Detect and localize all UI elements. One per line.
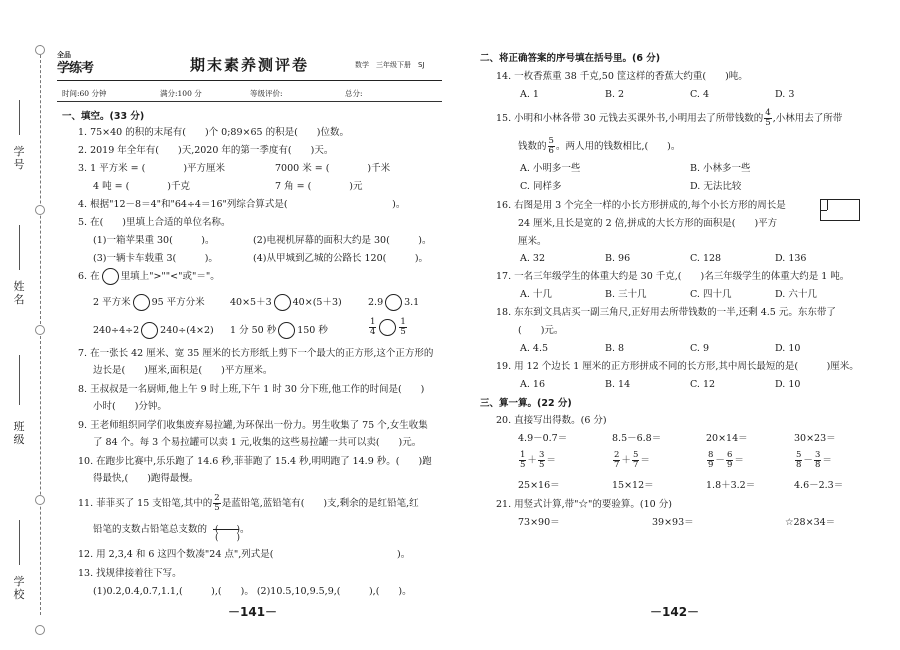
operator: －: [715, 455, 725, 466]
question-text-line: 20×14＝: [706, 433, 748, 444]
question-text-line: D. 10: [775, 379, 801, 390]
compare-circle[interactable]: [274, 294, 291, 311]
binding-hole: [35, 205, 45, 215]
question-text-line: 7 角 = ( )元: [275, 181, 363, 192]
compare-circle[interactable]: [141, 322, 158, 339]
q11-line: [78, 493, 419, 515]
student-class-label: 班 级: [13, 420, 25, 446]
question-text-line: D. 六十几: [775, 289, 817, 300]
question-text-line: 13. 找规律接着往下写。: [78, 568, 182, 579]
student-school-label: 学 校: [13, 575, 25, 601]
question-text-line: 16. 右图是用 3 个完全一样的小长方形拼成的,每个小长方形的周长是: [496, 200, 786, 211]
q6-label-suffix: 里填上">""<"或"＝"。: [120, 271, 220, 282]
logo-top-text: 全品: [57, 51, 71, 59]
fraction-numerator: 1: [370, 317, 376, 327]
q20-fraction-item: [612, 450, 650, 472]
q15-line2: [518, 136, 680, 158]
q6-h: 240÷(4×2): [160, 325, 214, 336]
question-text-line: 9. 王老师组织同学们收集废弃易拉罐,为环保出一份力。男生收集了 75 个,女生收集: [78, 420, 428, 431]
fraction: [814, 451, 821, 470]
question-text-line: 30×23＝: [794, 433, 836, 444]
question-text-line: 2. 2019 年全年有( )天,2020 年的第一季度有( )天。: [78, 145, 334, 156]
q6-f: 3.1: [404, 297, 420, 308]
question-text-line: (3)一辆卡车载重 3( )。: [93, 253, 218, 264]
header-rule: [57, 80, 442, 81]
compare-circle[interactable]: [102, 268, 119, 285]
question-text-line: (4)从甲城到乙城的公路长 120( )。: [253, 253, 429, 264]
q6-j: 150 秒: [297, 325, 328, 336]
total-info: 总分:: [345, 89, 363, 98]
fraction-numerator: 2: [614, 450, 620, 460]
question-text-line: 4. 根据"12－8＝4"和"64÷4＝16"列综合算式是( )。: [78, 199, 406, 210]
fraction-denominator: 9: [708, 460, 714, 470]
question-text-line: 边长是( )厘米,面积是( )平方厘米。: [93, 365, 273, 376]
fraction-numerator: 5: [548, 136, 554, 146]
binding-hole: [35, 625, 45, 635]
binding-hole: [35, 495, 45, 505]
fraction-denominator: 7: [614, 460, 620, 470]
compare-circle[interactable]: [278, 322, 295, 339]
figure-divider: [827, 200, 828, 210]
fraction-denominator: 8: [814, 460, 821, 470]
question-text-line: 3. 1 平方米 = ( )平方厘米: [78, 163, 226, 174]
fraction-denominator: 8: [796, 460, 802, 470]
equals: ＝: [546, 455, 556, 466]
q6-a: 2 平方米: [93, 297, 131, 308]
equals: ＝: [822, 455, 832, 466]
question-text-line: 15×12＝: [612, 480, 654, 491]
fraction-numerator: 5: [632, 450, 639, 460]
question-text-line: C. 9: [690, 343, 710, 354]
question-text-line: ( )元。: [518, 325, 564, 336]
fraction: [613, 451, 620, 470]
question-text-line: 4.6－2.3＝: [794, 480, 844, 491]
question-text-line: C. 四十几: [690, 289, 732, 300]
q6-e: 2.9: [368, 297, 384, 308]
q6-compare: [93, 322, 214, 339]
binding-hole: [35, 325, 45, 335]
question-text-line: 7. 在一张长 42 厘米、宽 35 厘米的长方形纸上剪下一个最大的正方形,这个正方形的: [78, 348, 434, 359]
fraction-numerator: 1: [400, 317, 406, 327]
fraction-numerator: 2: [214, 493, 220, 503]
question-text-line: A. 1: [520, 89, 539, 100]
question-text-line: 5. 在( )里填上合适的单位名称。: [78, 217, 231, 228]
question-text-line: 4.9－0.7＝: [518, 433, 568, 444]
question-text-line: 1. 75×40 的积的末尾有( )个 0;89×65 的积是( )位数。: [78, 127, 349, 138]
q6-compare: [230, 294, 342, 311]
q6-label: 6. 在: [78, 271, 100, 282]
question-text-line: 17. 一名三年级学生的体重大约是 30 千克,( )名三年级学生的体重大约是 1 吨。: [496, 271, 850, 282]
question-text-line: ☆28×34＝: [785, 517, 836, 528]
operator: ＋: [621, 455, 631, 466]
fraction-denominator: 7: [632, 460, 639, 470]
question-text-line: C. 12: [690, 379, 716, 390]
q6-c: 40×5＋3: [230, 297, 272, 308]
question-text-line: 14. 一枚香蕉重 38 千克,50 筐这样的香蕉大约重( )吨。: [496, 71, 748, 82]
fraction-denominator: 5: [765, 118, 771, 128]
q6-compare: [93, 294, 205, 311]
student-name-label: 姓 名: [13, 280, 25, 306]
fraction-numerator: 8: [708, 450, 714, 460]
question-text-line: A. 16: [520, 379, 545, 390]
question-text-line: 8. 王叔叔是一名厨师,他上午 9 时上班,下午 1 时 30 分下班,他工作的时间是( ): [78, 384, 425, 395]
q6-i: 1 分 50 秒: [230, 325, 277, 336]
equals: ＝: [734, 455, 744, 466]
student-number-label: 学 号: [13, 145, 25, 171]
student-school-line: [19, 520, 20, 565]
question-text-line: 19. 用 12 个边长 1 厘米的正方形拼成不同的长方形,其中周长最短的是( )厘米。: [496, 361, 859, 372]
fraction: [538, 451, 545, 470]
question-text-line: D. 10: [775, 343, 801, 354]
q11-end: 。: [240, 524, 250, 535]
question-text-line: 铅笔的支数占铅笔总支数的: [93, 524, 208, 535]
fraction-denominator: 5: [520, 460, 526, 470]
question-text-line: (1)一箱苹果重 30( )。: [93, 235, 215, 246]
figure-divider: [821, 210, 827, 211]
fraction: [726, 451, 733, 470]
q20-fraction-item: [706, 450, 744, 472]
fraction: [632, 451, 639, 470]
question-text-line: 12. 用 2,3,4 和 6 这四个数凑"24 点",列式是( )。: [78, 549, 411, 560]
q15-pre2: 钱数的: [518, 141, 547, 152]
fraction-numerator: 3: [814, 450, 821, 460]
question-text-line: (2)电视机屏幕的面积大约是 30( )。: [253, 235, 432, 246]
q6-heading: [78, 268, 220, 285]
fraction: [519, 451, 526, 470]
question-text-line: 厘米。: [518, 236, 547, 247]
question-text-line: D. 3: [775, 89, 795, 100]
question-text-line: 得最快,( )跑得最慢。: [93, 473, 199, 484]
fraction: [369, 318, 376, 337]
q6-g: 240÷4÷2: [93, 325, 140, 336]
fraction-denominator: 4: [370, 327, 376, 337]
question-text-line: 了 84 个。每 3 个易拉罐可以卖 1 元,收集的这些易拉罐一共可以卖( )元。: [93, 437, 422, 448]
publisher-logo: [57, 50, 107, 76]
info-rule: [57, 101, 442, 102]
fraction-numerator: 5: [796, 450, 802, 460]
fraction-numerator: 6: [726, 450, 733, 460]
section-heading: 一、填空。(33 分): [62, 111, 145, 122]
fraction: [707, 451, 714, 470]
grade-label: 数学 三年级下册 SJ: [355, 61, 425, 69]
question-text-line: (1)0.2,0.4,0.7,1.1,( ),( )。 (2)10.5,10,9.5,9,( ),( )。: [93, 586, 412, 597]
fraction-denominator: 5: [538, 460, 545, 470]
question-text-line: C. 128: [690, 253, 722, 264]
section-heading: 二、将正确答案的序号填在括号里。(6 分): [480, 53, 661, 64]
question-text-line: D. 无法比较: [690, 181, 742, 192]
student-name-line: [19, 225, 20, 270]
fraction: [548, 137, 555, 156]
q20-fraction-item: [518, 450, 556, 472]
question-text-line: B. 96: [605, 253, 631, 264]
fraction-denominator: 6: [548, 146, 554, 156]
full-score-info: 满分:100 分: [160, 89, 202, 98]
fraction: [795, 451, 802, 470]
fraction-numerator: 1: [520, 450, 526, 460]
q6-compare: [368, 294, 419, 311]
q6-d: 40×(5＋3): [292, 297, 342, 308]
q15-mid: ,小林用去了所带: [772, 113, 843, 124]
question-text-line: B. 14: [605, 379, 631, 390]
fraction-numerator: 4: [765, 108, 771, 118]
question-text-line: 20. 直接写出得数。(6 分): [496, 415, 607, 426]
compare-circle[interactable]: [385, 294, 402, 311]
q20-fraction-item: [794, 450, 832, 472]
question-text-line: 10. 在跑步比赛中,乐乐跑了 14.6 秒,菲菲跑了 15.4 秒,明明跑了 14.9 秒。( )跑: [78, 456, 432, 467]
question-text-line: 21. 用竖式计算,带"☆"的要验算。(10 分): [496, 499, 672, 510]
question-text-line: 7000 米 = ( )千米: [275, 163, 391, 174]
question-text-line: A. 十几: [520, 289, 552, 300]
question-text-line: 1.8＋3.2＝: [706, 480, 756, 491]
compare-circle[interactable]: [379, 319, 396, 336]
q15-option-b: B. 小林多一些: [690, 163, 751, 174]
fraction: [764, 109, 771, 128]
page-number-left: －141－: [228, 605, 278, 619]
q6-b: 95 平方分米: [151, 297, 205, 308]
question-text-line: C. 4: [690, 89, 710, 100]
q11-post: 是蓝铅笔,蓝铅笔有( )支,剩余的是红铅笔,红: [221, 498, 419, 509]
level-info: 等级评价:: [250, 89, 283, 98]
question-text-line: 39×93＝: [652, 517, 694, 528]
q6-compare: [230, 322, 328, 339]
operator: ＋: [527, 455, 537, 466]
question-text-line: 4 吨 = ( )千克: [93, 181, 190, 192]
logo-main-text: 学练考: [57, 61, 94, 76]
time-info: 时间:60 分钟: [62, 89, 107, 98]
page-number-right: －142－: [650, 605, 700, 619]
fraction: [399, 318, 406, 337]
binding-hole: [35, 45, 45, 55]
question-text-line: A. 32: [520, 253, 545, 264]
q11-pre: 11. 菲菲买了 15 支铅笔,其中的: [78, 498, 213, 509]
question-text-line: 25×16＝: [518, 480, 560, 491]
question-text-line: 73×90＝: [518, 517, 560, 528]
fraction-denominator: 5: [214, 503, 220, 513]
question-text-line: B. 8: [605, 343, 625, 354]
question-text-line: C. 同样多: [520, 181, 562, 192]
q15-option-a: A. 小明多一些: [520, 163, 581, 174]
q6-compare: [368, 317, 408, 339]
question-text-line: D. 136: [775, 253, 807, 264]
question-text-line: 24 厘米,且长是宽的 2 倍,拼成的大长方形的面积是( )平方: [518, 218, 778, 229]
equals: ＝: [640, 455, 650, 466]
q15-line1: [496, 108, 842, 130]
compare-circle[interactable]: [133, 294, 150, 311]
page-title: 期末素养测评卷: [190, 56, 310, 74]
operator: －: [803, 455, 813, 466]
binding-margin: [0, 0, 55, 650]
question-text-line: 小时( )分钟。: [93, 401, 167, 412]
q16-rectangle-figure: [820, 199, 860, 221]
question-text-line: A. 4.5: [520, 343, 549, 354]
student-number-line: [19, 100, 20, 135]
q11-fraction-blank[interactable]: ( ) ( ): [215, 525, 241, 543]
fraction: [213, 494, 220, 513]
question-text-line: B. 2: [605, 89, 625, 100]
question-text-line: 8.5－6.8＝: [612, 433, 662, 444]
fraction-denominator: 9: [726, 460, 733, 470]
question-text-line: 18. 东东到文具店买一副三角尺,正好用去所带钱数的一半,还剩 4.5 元。东东带了: [496, 307, 836, 318]
section-heading: 三、算一算。(22 分): [480, 398, 572, 409]
fraction-numerator: 3: [538, 450, 545, 460]
q15-pre: 15. 小明和小林各带 30 元钱去买课外书,小明用去了所带钱数的: [496, 113, 764, 124]
fraction-denominator: 5: [400, 327, 406, 337]
student-class-line: [19, 355, 20, 405]
q15-post2: 。两人用的钱数相比,( )。: [555, 141, 681, 152]
question-text-line: B. 三十几: [605, 289, 647, 300]
